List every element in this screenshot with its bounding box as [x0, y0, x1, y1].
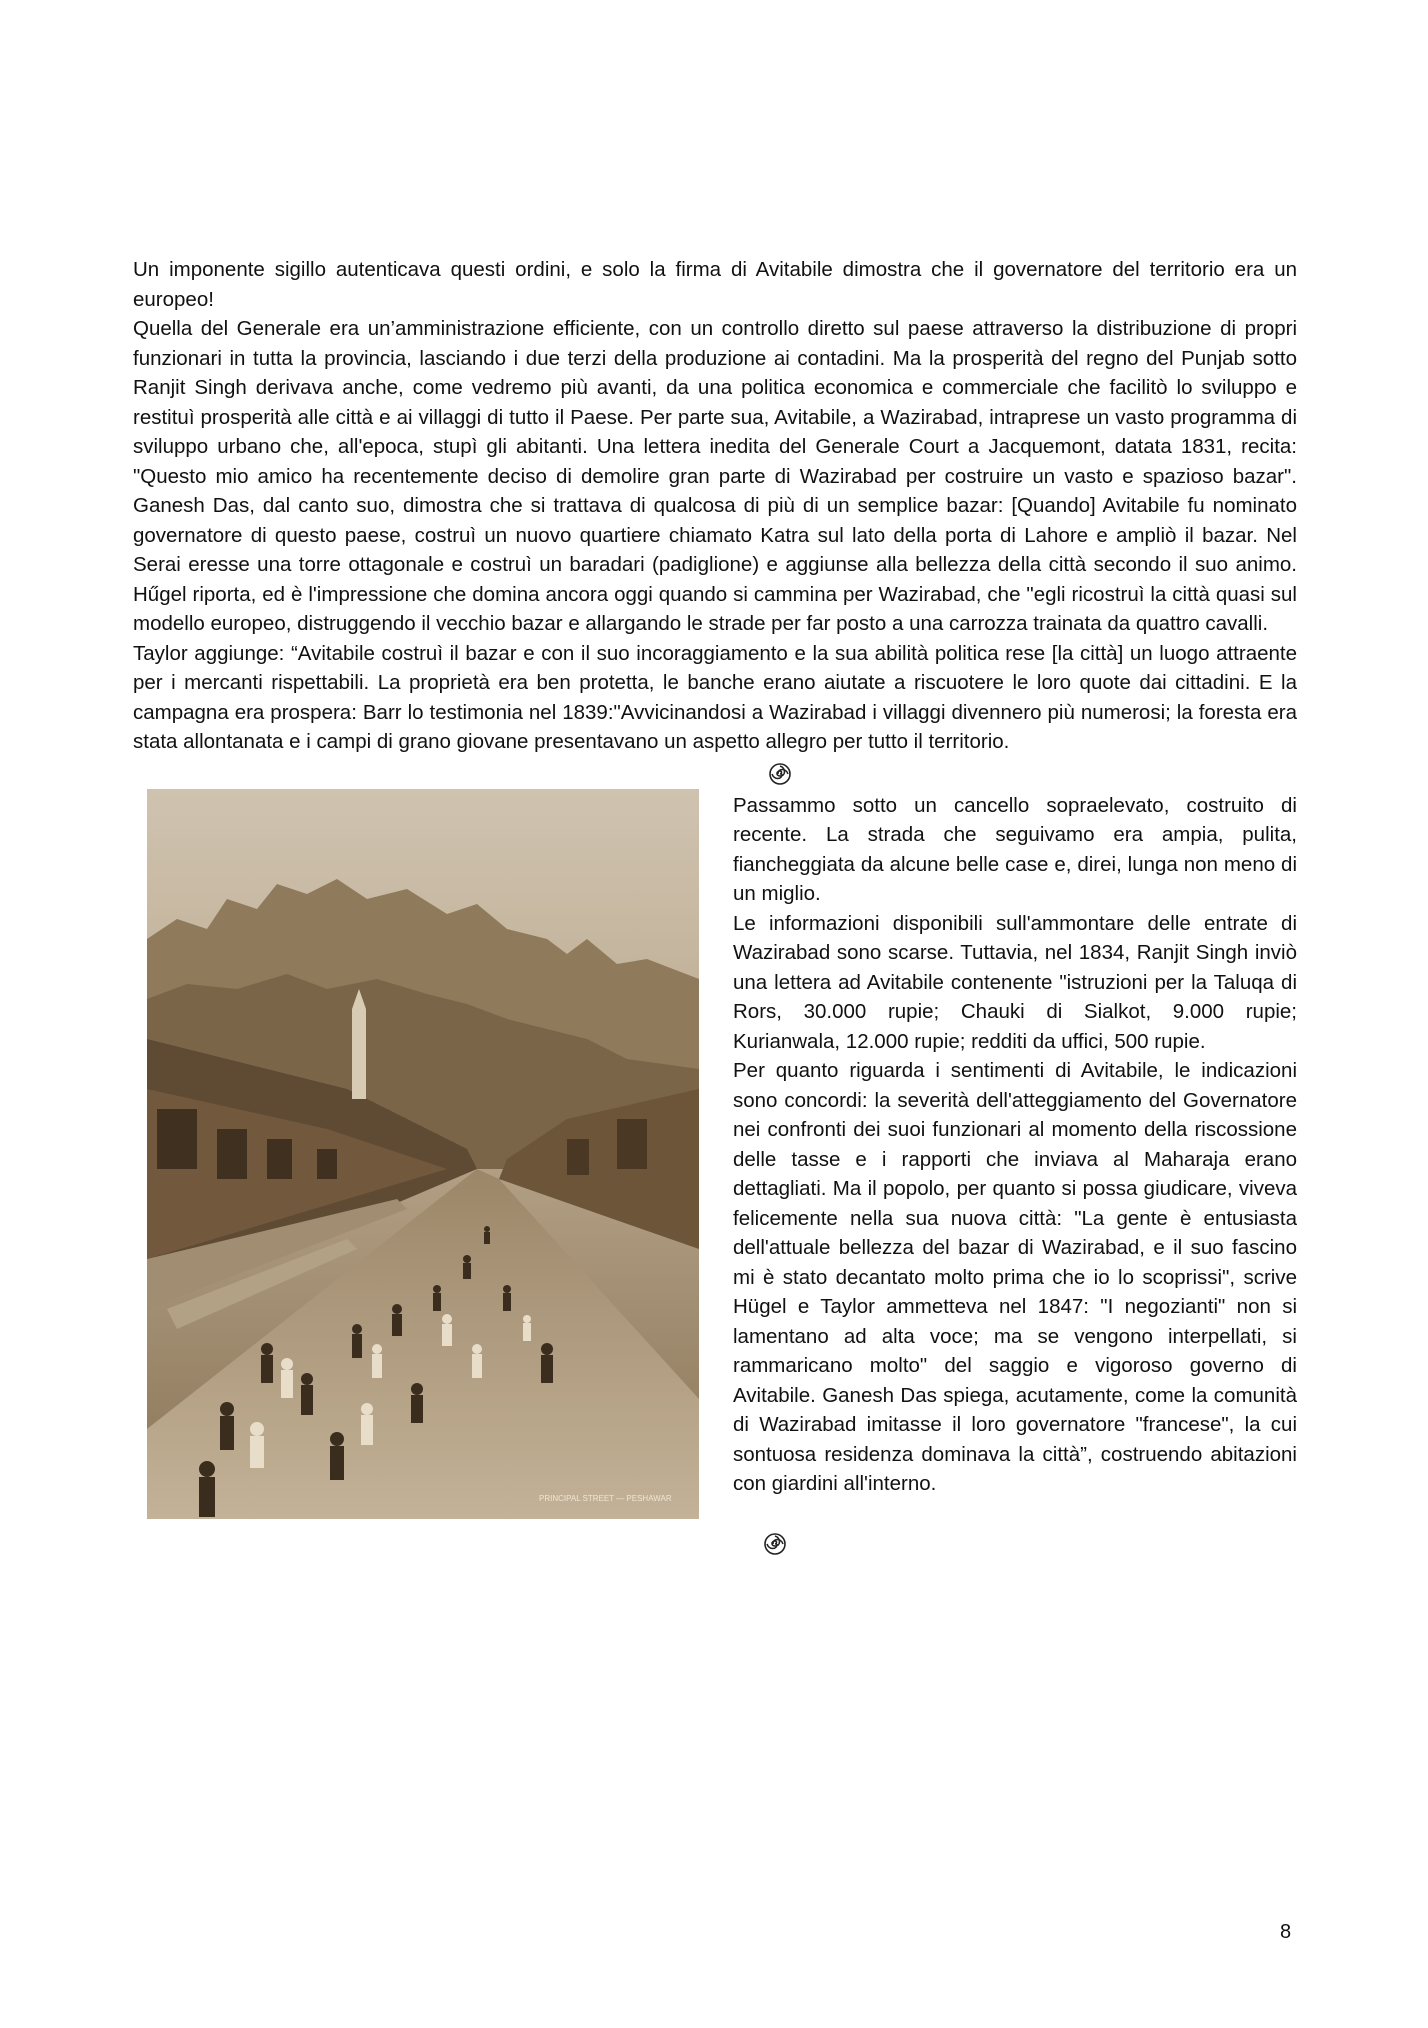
- paragraph: Un imponente sigillo autenticava questi ordini, e solo la firma di Avitabile dimostra che il governatore del territorio era un europeo!: [133, 258, 1297, 311]
- paragraph: Le informazioni disponibili sull'ammontare delle entrate di Wazirabad sono scarse. Tuttavia, nel 1834, Ranjit Singh inviò una lettera ad Avitabile contenente "istruzioni per la Taluqa di Rors, 30.000 rupie; Chauki di Sialkot, 9.000 rupie; Kurianwala, 12.000 rupie; redditi da uffici, 500 rupie.: [733, 911, 1297, 1053]
- photo-caption: PRINCIPAL STREET — PESHAWAR: [539, 1493, 672, 1503]
- street-photo-image: [147, 789, 699, 1519]
- spiral-ornament-icon: [763, 1532, 787, 1556]
- paragraph: Per quanto riguarda i sentimenti di Avitabile, le indicazioni sono concordi: la severità dell'atteggiamento del Governatore nei confronti dei suoi funzionari al momento della riscossione delle tasse e i rapporti che inviava al Maharaja erano dettagliati. Ma il popolo, per quanto si possa giudicare, viveva felicemente nella sua nuova città: "La gente è entusiasta dell'attuale bellezza del bazar di Wazirabad, e il suo fascino mi è stato decantato molto prima che io lo scoprissi", scrive Hügel e Taylor ammetteva nel 1847: "I negozianti" non si lamentano ad alta voce; ma se vengono interpellati, si rammaricano molto" del saggio e vigoroso governo di Avitabile. Ganesh Das spiega, acutamente, come la comunità di Wazirabad imitasse il loro governatore "francese", la cui sontuosa residenza dominava la città”, costruendo abitazioni con giardini all'interno.: [733, 1059, 1297, 1495]
- spiral-ornament-icon: [768, 762, 792, 786]
- paragraph: Quella del Generale era un’amministrazione efficiente, con un controllo diretto sul paese attraverso la distribuzione di propri funzionari in tutta la provincia, lasciando i due terzi della produzione ai contadini. Ma la prosperità del regno del Punjab sotto Ranjit Singh derivava anche, come vedremo più avanti, da una politica economica e commerciale che facilitò lo sviluppo e restituì prosperità alle città e ai villaggi di tutto il Paese. Per parte sua, Avitabile, a Wazirabad, intraprese un vasto programma di sviluppo urbano che, all'epoca, stupì gli abitanti. Una lettera inedita del Generale Court a Jacquemont, datata 1831, recita: "Questo mio amico ha recentemente deciso di demolire gran parte di Wazirabad per costruire un vasto e spazioso bazar". Ganesh Das, dal canto suo, dimostra che si trattava di qualcosa di più di un semplice bazar: [Quando] Avitabile fu nominato governatore di questo paese, costruì un nuovo quartiere chiamato Katra sul lato della porta di Lahore e ampliò il bazar. Nel Serai eresse una torre ottagonale e costruì un baradari (padiglione) e aggiunse alla bellezza della città secondo il suo animo. Hűgel riporta, ed è l'impressione che domina ancora oggi quando si cammina per Wazirabad, che "egli ricostruì la città quasi sul modello europeo, distruggendo il vecchio bazar e allargando le strade per far posto a una carrozza trainata da quattro cavalli.: [133, 317, 1297, 635]
- page-number: 8: [1280, 1921, 1292, 1943]
- paragraph: Passammo sotto un cancello sopraelevato, costruito di recente. La strada che seguivamo era ampia, pulita, fiancheggiata da alcune belle case e, direi, lunga non meno di un miglio.: [733, 793, 1297, 905]
- street-photograph: [147, 789, 699, 1519]
- paragraph: Taylor aggiunge: “Avitabile costruì il bazar e con il suo incoraggiamento e la sua abilità politica rese [la città] un luogo attraente per i mercanti rispettabili. La proprietà era ben protetta, le banche erano aiutate a riscuotere le loro quote dai cittadini. E la campagna era prospera: Barr lo testimonia nel 1839:"Avvicinandosi a Wazirabad i villaggi divennero più numerosi; la foresta era stata allontanata e i campi di grano giovane presentavano un aspetto allegro per tutto il territorio.: [133, 641, 1297, 753]
- section-ornament: [133, 1529, 1297, 1559]
- page-body: [133, 255, 1297, 1561]
- section-ornament: [133, 759, 1297, 789]
